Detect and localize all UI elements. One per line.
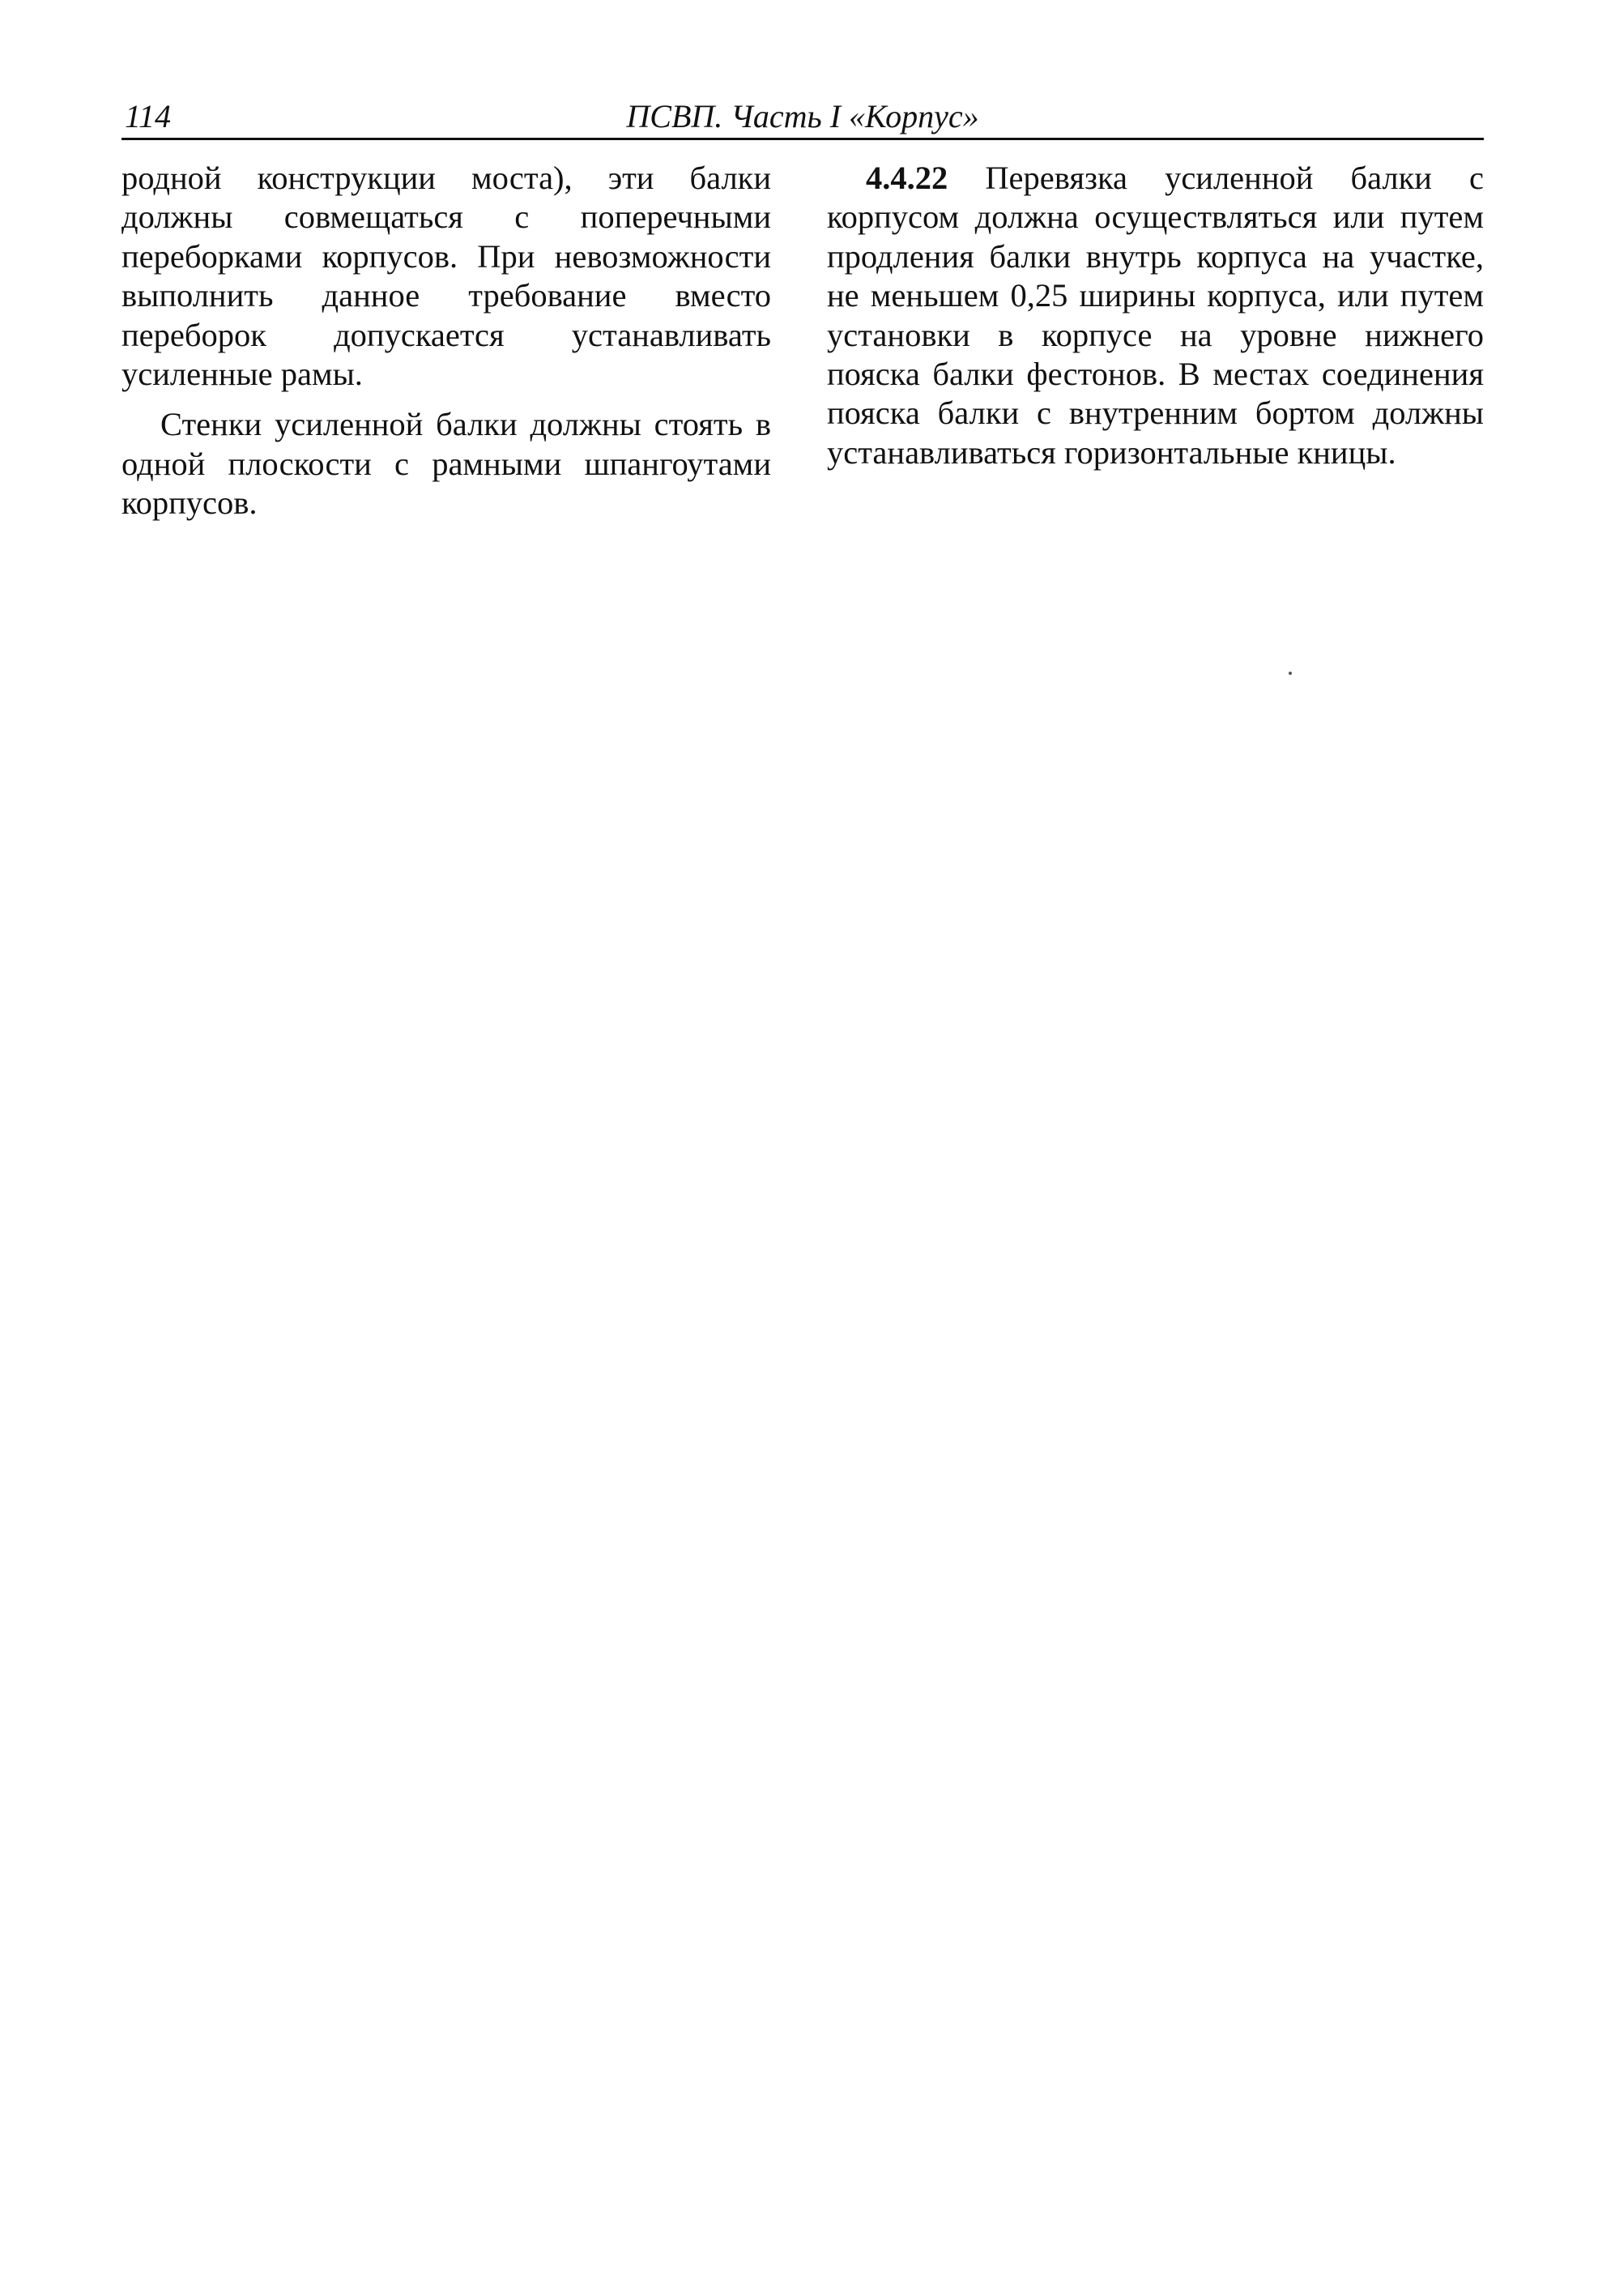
- page-number: 114: [125, 98, 172, 134]
- left-column: [121, 159, 771, 523]
- header-rule: [121, 138, 1484, 140]
- page-header: [121, 92, 1484, 141]
- running-title: ПСВП. Часть I «Корпус»: [626, 98, 979, 134]
- paragraph-continuation: родной конструкции моста), эти балки должны совмещаться с поперечными переборками корпусов. При невозможности выполнить данное требование вместо переборок допускается устанавливать усиленные рамы.: [121, 160, 771, 393]
- clause-4-4-22: [827, 159, 1484, 472]
- clause-number: 4.4.22: [866, 160, 948, 196]
- right-column: [827, 159, 1484, 472]
- paragraph-web-plane: Стенки усиленной балки должны стоять в одной плоскости с рамными шпангоутами корпусов.: [121, 406, 771, 522]
- clause-text: Перевязка усиленной балки с корпусом должна осуществляться или путем продления балки внутрь корпуса на участке, не меньшем 0,25 ширины корпуса, или путем установки в корпусе на уровне нижнего пояска балки фестонов. В местах соединения пояска балки с внутренним бортом должны устанавливаться горизонтальные кницы.: [827, 160, 1485, 471]
- scan-speck: [1289, 672, 1292, 675]
